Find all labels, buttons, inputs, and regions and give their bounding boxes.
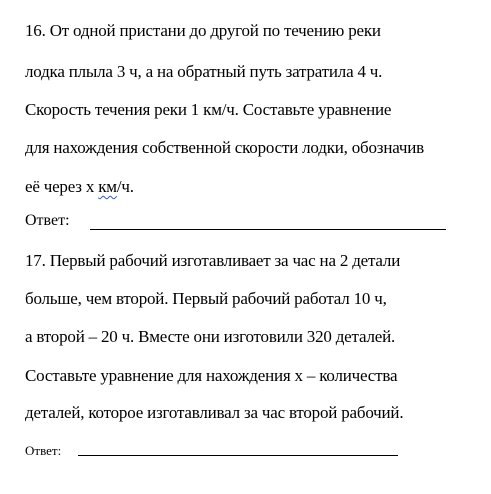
problem-17-line-4: Составьте уравнение для нахождения х – количества [25,366,398,385]
problem-16-line-1: 16. От одной пристани до другой по течению реки [25,21,381,40]
problem-17-answer-blank[interactable] [78,455,398,456]
spellcheck-marked-word: км [98,177,117,196]
problem-16-line-4: для нахождения собственной скорости лодки, обозначив [25,138,424,157]
problem-17-line-1: 17. Первый рабочий изготавливает за час на 2 детали [25,251,401,270]
problem-17-line-5: деталей, которое изготавливал за час второй рабочий. [25,403,404,422]
problem-16-line-5 [25,177,134,197]
problem-17-answer-label: Ответ: [25,443,62,458]
problem-16-line-5-suffix: /ч. [116,177,134,196]
problem-16-answer-blank[interactable] [90,229,446,230]
problem-17-line-2: больше, чем второй. Первый рабочий работал 10 ч, [25,289,387,308]
problem-17-line-3: а второй – 20 ч. Вместе они изготовили 320 деталей. [25,327,396,346]
problem-16-line-2: лодка плыла 3 ч, а на обратный путь затратила 4 ч. [25,62,383,81]
problem-16-answer-label: Ответ: [25,212,70,229]
problem-16-line-5-prefix: её через х [25,177,99,196]
problem-16-line-3: Скорость течения реки 1 км/ч. Составьте уравнение [25,100,392,119]
